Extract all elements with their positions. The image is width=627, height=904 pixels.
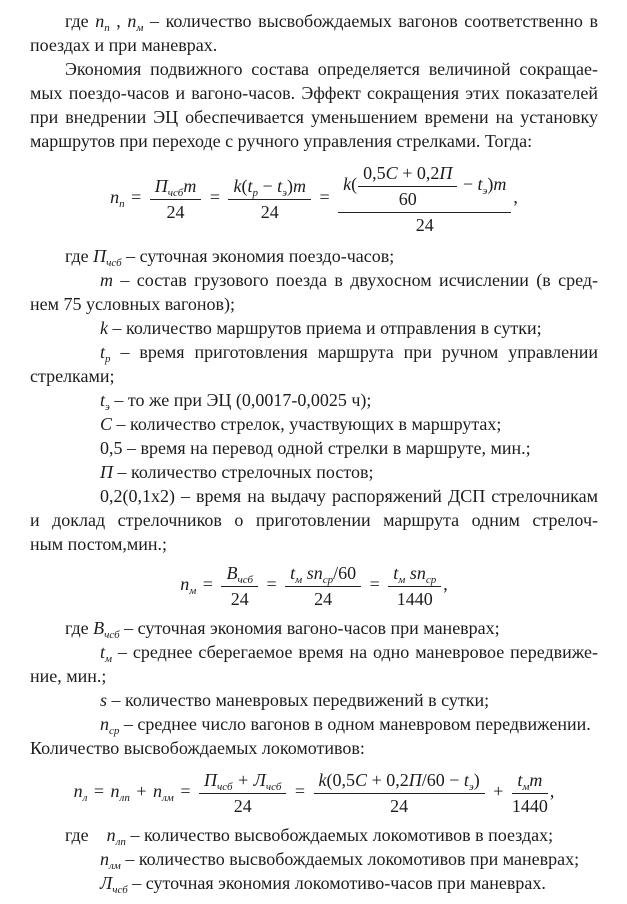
variable: n [153, 781, 162, 802]
variable: t [477, 174, 483, 195]
variable-n-shunting: n [127, 11, 137, 31]
text-run: – количество маневровых передвижений в сутки; [107, 690, 490, 710]
fraction [388, 562, 441, 610]
def-tr-line1 [30, 340, 598, 364]
variable: t [100, 642, 106, 662]
numerator [228, 175, 311, 200]
subscript: р [105, 353, 111, 365]
subscript: лм [109, 860, 121, 872]
subscript: м [398, 574, 406, 586]
variable: t [277, 176, 283, 196]
fraction [221, 562, 258, 610]
para-economy-line3: при внедрении ЭЦ обеспечивается уменьшением времени на установку [30, 107, 598, 127]
text-run: , [109, 11, 128, 31]
denominator: 24 [314, 589, 333, 609]
def-k [30, 316, 598, 340]
def-c [30, 412, 598, 436]
variable: n [110, 187, 120, 208]
subscript: э [482, 185, 488, 198]
variable: t [247, 176, 253, 196]
para-wagons-line1 [30, 9, 598, 33]
variable: t [290, 563, 296, 583]
equals-sign: = [126, 187, 146, 208]
def-nsr [30, 712, 598, 736]
numerator [221, 562, 258, 587]
variable: t [463, 770, 469, 790]
def-pchsb [30, 244, 598, 268]
variable: С [100, 414, 113, 434]
text-run: ) [473, 770, 480, 790]
subscript: м [295, 574, 303, 586]
def-02-line3: ным постом,мин.; [30, 534, 168, 554]
fraction [199, 769, 286, 817]
text-run: – количество стрелочных постов; [113, 462, 374, 482]
text-run: где [65, 246, 94, 266]
text-run: /60 − [421, 770, 464, 790]
subscript: м [522, 781, 530, 793]
subscript: р [252, 187, 258, 199]
fraction [338, 162, 511, 236]
minus-sign: − [458, 174, 478, 195]
numerator [338, 162, 511, 213]
variable: n [180, 574, 190, 595]
subscript: э [282, 187, 288, 199]
text-run: – количество высвобождаемых вагонов соответственно в [143, 11, 598, 31]
def-p [30, 460, 598, 484]
text-run: – суточная экономия локомотиво-часов при маневрах. [127, 873, 546, 893]
def-tm-line2: ние, мин.; [30, 666, 107, 686]
variable: В [226, 563, 238, 583]
comma: , [549, 781, 555, 802]
subscript: чсб [216, 781, 233, 793]
plus-sign: + [488, 781, 508, 802]
variable-n-trains: n [95, 11, 105, 31]
variable: sn [405, 563, 426, 583]
fraction [150, 175, 202, 223]
subscript: лп [119, 792, 130, 805]
def-m-line2: нем 75 условных вагонов); [30, 294, 236, 314]
subscript: лм [162, 792, 174, 805]
def-s [30, 688, 598, 712]
text-run: – время приготовления маршрута при ручном управлении [110, 342, 598, 362]
subscript: ср [109, 725, 120, 737]
text-run: – суточная экономия вагоно-часов при маневрах; [119, 618, 500, 638]
variable: П [154, 176, 168, 196]
text-run: – то же при ЭЦ (0,0017-0,0025 ч); [109, 390, 372, 410]
denominator: 1440 [511, 796, 548, 816]
text-run: – среднее сберегаемое время на одно маневровое передвиже- [112, 642, 598, 662]
subscript: чсб [106, 257, 122, 269]
denominator: 1440 [396, 589, 433, 609]
text-run: + 0,2 [397, 163, 440, 183]
equals-sign: = [205, 187, 225, 208]
def-m-line1 [30, 268, 598, 292]
text-run: 0,5 [363, 163, 386, 183]
denominator: 24 [260, 202, 279, 222]
def-tm-line1 [30, 640, 598, 664]
para-economy-line2: мых поездо-часов и вагоно-часов. Эффект сокращения этих показателей [30, 83, 598, 103]
def-te [30, 388, 598, 412]
formula-freed-wagons-shunting [30, 562, 598, 610]
denominator: 24 [230, 589, 249, 609]
comma: , [513, 187, 518, 208]
def-tr-line2: стрелками; [30, 366, 115, 386]
variable: k [100, 318, 108, 338]
text-run: /60 [333, 563, 357, 583]
variable: П [93, 246, 107, 266]
variable: n [100, 714, 109, 734]
equals-sign: = [175, 781, 195, 802]
text-run: – среднее число вагонов в одном маневровом передвижении. [119, 714, 591, 734]
variable: k [233, 176, 242, 196]
variable: m [293, 176, 307, 196]
denominator: 24 [166, 202, 185, 222]
equals-sign: = [315, 187, 335, 208]
variable: С [355, 770, 368, 790]
def-02-line1: 0,2(0,1х2) – время на выдачу распоряжений ДСП стрелочникам [100, 486, 598, 506]
variable: П [100, 462, 113, 482]
variable: s [100, 690, 108, 710]
variable: П [203, 770, 217, 790]
subscript: м [136, 22, 144, 34]
para-economy-line4: маршрутов при переходе с ручного управления стрелками. Тогда: [30, 131, 533, 151]
variable: sn [302, 563, 323, 583]
subscript: лп [115, 836, 126, 848]
numerator [150, 175, 202, 200]
variable: m [529, 770, 543, 790]
variable: n [106, 825, 116, 845]
formula-freed-locomotives [30, 769, 598, 817]
loco-heading: Количество высвобождаемых локомотивов: [30, 738, 365, 758]
numerator [388, 562, 441, 587]
text-run: – количество высвобождаемых локомотивов при маневрах; [120, 849, 580, 869]
numerator [199, 769, 286, 794]
para-economy-line1: Экономия подвижного состава определяется величиной сокращае- [65, 59, 598, 79]
text-run: ) [487, 174, 494, 195]
subscript: м [189, 585, 197, 598]
variable: k [343, 174, 352, 195]
variable: m [493, 174, 507, 195]
def-nlm [30, 847, 598, 871]
text-run: ( [241, 176, 248, 196]
text-run: + 0,2 [367, 770, 409, 790]
minus-sign: − [257, 176, 278, 196]
subscript: ср [322, 574, 334, 586]
subscript: чсб [112, 884, 128, 896]
variable: k [318, 770, 327, 790]
numerator [285, 562, 361, 587]
subscript: чсб [237, 574, 253, 586]
fraction [228, 175, 311, 223]
subscript: э [468, 781, 474, 793]
variable: t [393, 563, 399, 583]
text-run: – количество высвобождаемых локомотивов в поездах; [125, 825, 554, 845]
subscript: л [82, 792, 88, 805]
subscript: чсб [167, 187, 184, 199]
variable: П [439, 163, 453, 183]
def-05: 0,5 – время на перевод одной стрелки в маршруте, мин.; [100, 438, 531, 458]
variable: n [110, 781, 120, 802]
def-02-line2: и доклад стрелочников о приготовлении маршрута одним стрелоч- [30, 510, 598, 530]
equals-sign: = [198, 574, 218, 595]
subscript: чсб [265, 781, 282, 793]
equals-sign: = [261, 574, 282, 595]
fraction [314, 769, 485, 817]
text-run: – количество стрелок, участвующих в маршрутах; [112, 414, 502, 434]
subscript: м [105, 653, 113, 665]
equals-sign: = [290, 781, 310, 802]
text-run: где [65, 618, 94, 638]
numerator [358, 162, 457, 187]
fraction [512, 769, 548, 817]
text-run: – количество маршрутов приема и отправления в сутки; [108, 318, 542, 338]
variable: П [408, 770, 422, 790]
variable: С [385, 163, 398, 183]
denominator: 24 [415, 215, 434, 235]
comma: , [443, 574, 448, 595]
subscript: п [104, 22, 110, 34]
variable: m [183, 176, 197, 196]
equals-sign: = [365, 574, 385, 595]
variable: n [73, 781, 83, 802]
text-run: где [65, 825, 89, 845]
plus-sign: + [131, 781, 151, 802]
variable: m [100, 270, 113, 290]
variable: t [517, 770, 523, 790]
equals-sign: = [89, 781, 109, 802]
text-run: – суточная экономия поездо-часов; [121, 246, 395, 266]
variable: Л [100, 873, 113, 893]
denominator: 24 [233, 796, 252, 816]
subscript: э [105, 401, 110, 413]
denominator: 60 [398, 189, 417, 209]
fraction [285, 562, 361, 610]
variable: t [100, 342, 106, 362]
subscript: ср [425, 574, 437, 586]
def-vchsb [30, 616, 598, 640]
inner-fraction [358, 162, 457, 210]
variable: t [100, 390, 106, 410]
variable: n [100, 849, 109, 869]
text-run: ) [287, 176, 294, 196]
text-run: (0,5 [326, 770, 356, 790]
def-lchsb [30, 871, 598, 895]
numerator [512, 769, 548, 794]
formula-freed-wagons-trains [30, 162, 598, 236]
subscript: чсб [104, 629, 120, 641]
denominator: 24 [390, 796, 409, 816]
numerator [314, 769, 485, 794]
text-run: – состав грузового поезда в двухосном исчислении (в сред- [113, 270, 598, 290]
variable: В [93, 618, 105, 638]
text-run: где [65, 11, 96, 31]
text-run: ( [351, 174, 358, 195]
variable: + Л [232, 770, 266, 790]
para-wagons-line2: поездах и при маневрах. [30, 35, 218, 55]
subscript: п [119, 198, 125, 211]
def-nlp [30, 823, 598, 847]
